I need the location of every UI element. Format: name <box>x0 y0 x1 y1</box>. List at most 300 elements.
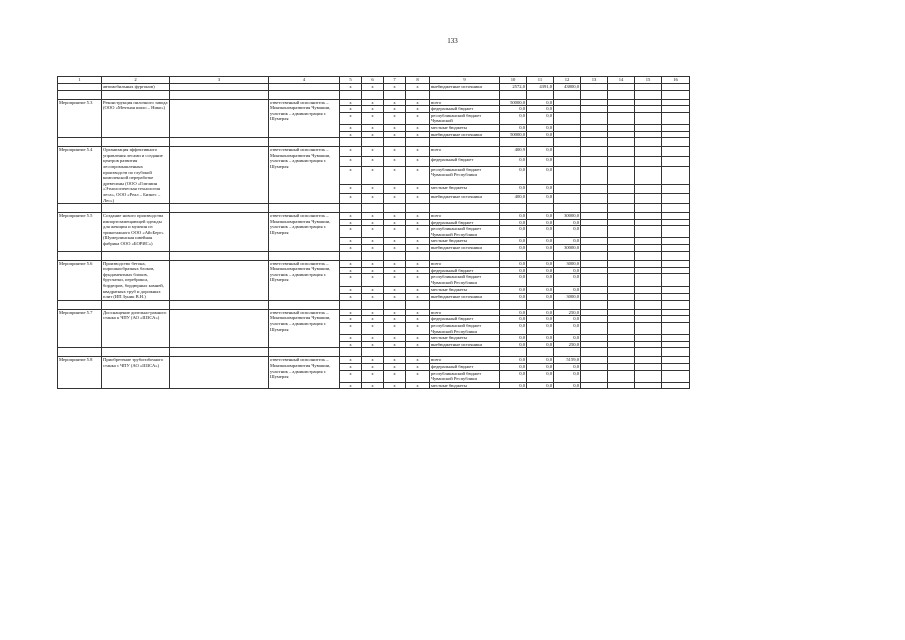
code-cell: х <box>362 245 384 252</box>
funding-source-cell: республиканский бюджет Чувашской <box>430 112 500 124</box>
column-number-cell: 2 <box>102 77 170 84</box>
empty-cell <box>635 316 662 323</box>
amount-cell: 250,0 <box>554 309 581 316</box>
empty-cell <box>170 213 269 252</box>
spacer-cell <box>430 138 500 147</box>
spacer-cell <box>581 90 608 99</box>
column-number-cell: 16 <box>662 77 690 84</box>
amount-cell: 0,0 <box>500 213 527 220</box>
amount-cell: 0,0 <box>554 316 581 323</box>
amount-cell: 0,0 <box>500 316 527 323</box>
empty-cell <box>581 99 608 106</box>
code-cell: х <box>340 99 362 106</box>
empty-cell <box>581 274 608 287</box>
spacer-cell <box>269 90 340 99</box>
spacer-cell <box>662 90 690 99</box>
amount-cell: 0,0 <box>527 316 554 323</box>
spacer-cell <box>608 138 635 147</box>
spacer-cell <box>102 251 170 260</box>
empty-cell <box>581 287 608 294</box>
column-number-cell: 1 <box>58 77 102 84</box>
empty-cell <box>662 309 690 316</box>
column-number-cell: 6 <box>362 77 384 84</box>
amount-cell: 0,0 <box>500 219 527 226</box>
empty-cell <box>635 238 662 245</box>
empty-cell <box>581 156 608 166</box>
spacer-cell <box>170 300 269 309</box>
empty-cell <box>608 293 635 300</box>
code-cell: х <box>384 287 406 294</box>
measure-id-cell: Мероприятие 5.8 <box>58 357 102 389</box>
spacer-cell <box>527 251 554 260</box>
empty-cell <box>608 357 635 364</box>
code-cell: х <box>406 112 430 124</box>
spacer-cell <box>554 90 581 99</box>
column-number-cell: 4 <box>269 77 340 84</box>
spacer-cell <box>554 204 581 213</box>
empty-cell <box>662 245 690 252</box>
code-cell: х <box>362 166 384 184</box>
code-cell: х <box>340 131 362 138</box>
empty-cell <box>662 156 690 166</box>
empty-cell <box>608 335 635 342</box>
amount-cell: 0,0 <box>527 184 554 194</box>
spacer-cell <box>608 90 635 99</box>
funding-source-cell: федеральный бюджет <box>430 363 500 370</box>
amount-cell: 0,0 <box>500 370 527 382</box>
code-cell: х <box>406 309 430 316</box>
code-cell: х <box>406 166 430 184</box>
spacer-cell <box>406 251 430 260</box>
empty-cell <box>581 112 608 124</box>
empty-cell <box>170 309 269 348</box>
code-cell: х <box>340 166 362 184</box>
amount-cell: 0,0 <box>527 226 554 238</box>
funding-source-cell: внебюджетные источники <box>430 293 500 300</box>
empty-cell <box>662 363 690 370</box>
executor-cell: ответственный исполнитель – Минэкономразвития Чувашии, участник – администрация г. Шумерля <box>269 147 340 204</box>
code-cell: х <box>406 131 430 138</box>
empty-cell <box>635 357 662 364</box>
funding-source-cell: республиканский бюджет Чувашской Республики <box>430 274 500 287</box>
spacer-cell <box>170 90 269 99</box>
amount-cell: 0,0 <box>500 238 527 245</box>
code-cell: х <box>340 147 362 157</box>
spacer-row <box>58 251 690 260</box>
spacer-cell <box>554 300 581 309</box>
funding-source-cell: местные бюджеты <box>430 287 500 294</box>
empty-cell <box>662 112 690 124</box>
amount-cell: 0,0 <box>527 274 554 287</box>
spacer-cell <box>102 300 170 309</box>
code-cell: х <box>384 260 406 267</box>
executor-cell <box>269 84 340 91</box>
funding-source-cell: всего <box>430 99 500 106</box>
empty-cell <box>581 194 608 204</box>
spacer-cell <box>384 138 406 147</box>
measure-name-cell: автомобильных фургонов) <box>102 84 170 91</box>
spacer-cell <box>500 348 527 357</box>
empty-cell <box>662 219 690 226</box>
amount-cell: 0,0 <box>554 323 581 335</box>
spacer-cell <box>58 90 102 99</box>
spacer-cell <box>384 300 406 309</box>
empty-cell <box>608 213 635 220</box>
amount-cell: 0,0 <box>500 112 527 124</box>
amount-cell: 2572,0 <box>500 84 527 91</box>
code-cell: х <box>362 226 384 238</box>
code-cell: х <box>340 226 362 238</box>
empty-cell <box>608 267 635 274</box>
empty-cell <box>635 213 662 220</box>
funding-source-cell: республиканский бюджет Чувашской Республики <box>430 370 500 382</box>
code-cell: х <box>384 184 406 194</box>
code-cell: х <box>406 293 430 300</box>
amount-cell: 0,0 <box>500 106 527 113</box>
code-cell: х <box>406 260 430 267</box>
code-cell: х <box>384 194 406 204</box>
code-cell: х <box>406 363 430 370</box>
amount-cell: 0,0 <box>554 382 581 389</box>
measure-id-cell: Мероприятие 5.4 <box>58 147 102 204</box>
spacer-cell <box>581 348 608 357</box>
empty-cell <box>608 99 635 106</box>
empty-cell <box>635 267 662 274</box>
spacer-row <box>58 204 690 213</box>
empty-cell <box>662 382 690 389</box>
amount-cell: 30000,0 <box>554 245 581 252</box>
amount-cell: 0,0 <box>527 335 554 342</box>
code-cell: х <box>340 287 362 294</box>
spacer-cell <box>500 300 527 309</box>
code-cell: х <box>406 124 430 131</box>
table-body <box>58 77 690 389</box>
column-number-cell: 9 <box>430 77 500 84</box>
code-cell: х <box>340 84 362 91</box>
column-number-cell: 7 <box>384 77 406 84</box>
spacer-cell <box>170 348 269 357</box>
code-cell: х <box>362 341 384 348</box>
code-cell: х <box>384 219 406 226</box>
code-cell: х <box>362 323 384 335</box>
spacer-cell <box>554 348 581 357</box>
empty-cell <box>662 106 690 113</box>
spacer-cell <box>662 138 690 147</box>
empty-cell <box>608 363 635 370</box>
code-cell: х <box>340 316 362 323</box>
empty-cell <box>608 382 635 389</box>
spacer-cell <box>554 138 581 147</box>
amount-cell: 0,0 <box>527 260 554 267</box>
code-cell: х <box>406 357 430 364</box>
spacer-cell <box>269 204 340 213</box>
empty-cell <box>608 131 635 138</box>
amount-cell <box>554 194 581 204</box>
spacer-cell <box>269 251 340 260</box>
amount-cell: 0,0 <box>527 341 554 348</box>
spacer-row <box>58 348 690 357</box>
measure-name-cell: Приобретение трубогибочного станка с ЧПУ (АО «ШЗСА») <box>102 357 170 389</box>
spacer-cell <box>635 348 662 357</box>
empty-cell <box>581 316 608 323</box>
measure-id-cell: Мероприятие 5.5 <box>58 213 102 252</box>
spacer-cell <box>58 300 102 309</box>
code-cell: х <box>340 260 362 267</box>
funding-source-cell: всего <box>430 357 500 364</box>
code-cell: х <box>384 84 406 91</box>
amount-cell <box>554 106 581 113</box>
funding-source-cell: федеральный бюджет <box>430 316 500 323</box>
funding-source-cell: республиканский бюджет Чувашской Республики <box>430 323 500 335</box>
spacer-cell <box>340 348 362 357</box>
amount-cell: 0,0 <box>554 370 581 382</box>
empty-cell <box>662 184 690 194</box>
amount-cell: 0,0 <box>500 226 527 238</box>
spacer-cell <box>635 251 662 260</box>
code-cell: х <box>340 370 362 382</box>
empty-cell <box>581 184 608 194</box>
empty-cell <box>635 226 662 238</box>
empty-cell <box>635 156 662 166</box>
empty-cell <box>635 194 662 204</box>
empty-cell <box>662 323 690 335</box>
page-number: 133 <box>447 37 458 45</box>
code-cell: х <box>340 382 362 389</box>
funding-source-cell: местные бюджеты <box>430 184 500 194</box>
code-cell: х <box>362 112 384 124</box>
amount-cell: 0,0 <box>527 219 554 226</box>
amount-cell: 30000,0 <box>554 213 581 220</box>
spacer-cell <box>58 138 102 147</box>
amount-cell: 50000,0 <box>500 131 527 138</box>
amount-cell <box>554 147 581 157</box>
empty-cell <box>608 309 635 316</box>
header-row <box>58 77 690 84</box>
empty-cell <box>581 370 608 382</box>
amount-cell: 0,0 <box>500 363 527 370</box>
code-cell: х <box>362 99 384 106</box>
column-number-cell: 15 <box>635 77 662 84</box>
code-cell: х <box>340 274 362 287</box>
spacer-cell <box>362 204 384 213</box>
empty-cell <box>662 357 690 364</box>
amount-cell <box>554 124 581 131</box>
empty-cell <box>662 274 690 287</box>
spacer-cell <box>340 90 362 99</box>
empty-cell <box>635 112 662 124</box>
code-cell: х <box>362 260 384 267</box>
amount-cell: 0,0 <box>500 274 527 287</box>
amount-cell: 0,0 <box>554 226 581 238</box>
spacer-cell <box>340 204 362 213</box>
spacer-cell <box>500 251 527 260</box>
amount-cell: 3000,0 <box>554 260 581 267</box>
code-cell: х <box>340 124 362 131</box>
spacer-cell <box>662 348 690 357</box>
empty-cell <box>608 84 635 91</box>
amount-cell: 0,0 <box>500 293 527 300</box>
spacer-cell <box>362 138 384 147</box>
funding-source-cell: республиканский бюджет Чувашской Республики <box>430 166 500 184</box>
column-number-cell: 3 <box>170 77 269 84</box>
empty-cell <box>608 316 635 323</box>
empty-cell <box>608 245 635 252</box>
spacer-cell <box>635 204 662 213</box>
empty-cell <box>635 106 662 113</box>
executor-cell: ответственный исполнитель – Минэкономразвития Чувашии, участник – администрация г. Шумерля <box>269 213 340 252</box>
spacer-cell <box>635 90 662 99</box>
spacer-cell <box>406 90 430 99</box>
empty-cell <box>662 370 690 382</box>
amount-cell: 0,0 <box>527 194 554 204</box>
amount-cell: 0,0 <box>500 382 527 389</box>
code-cell: х <box>362 363 384 370</box>
code-cell: х <box>362 106 384 113</box>
empty-cell <box>635 124 662 131</box>
amount-cell: 43800,0 <box>554 84 581 91</box>
spacer-cell <box>500 204 527 213</box>
amount-cell: 0,0 <box>527 382 554 389</box>
code-cell: х <box>406 287 430 294</box>
spacer-cell <box>340 251 362 260</box>
spacer-cell <box>430 204 500 213</box>
amount-cell: 0,0 <box>500 309 527 316</box>
amount-cell <box>554 166 581 184</box>
empty-cell <box>662 287 690 294</box>
code-cell: х <box>406 274 430 287</box>
code-cell: х <box>384 131 406 138</box>
code-cell: х <box>384 335 406 342</box>
spacer-cell <box>362 90 384 99</box>
code-cell: х <box>406 238 430 245</box>
code-cell: х <box>384 382 406 389</box>
code-cell: х <box>340 341 362 348</box>
spacer-cell <box>269 348 340 357</box>
amount-cell: 0,0 <box>527 147 554 157</box>
code-cell: х <box>384 363 406 370</box>
empty-cell <box>581 293 608 300</box>
spacer-cell <box>635 300 662 309</box>
code-cell: х <box>384 323 406 335</box>
empty-cell <box>662 124 690 131</box>
empty-cell <box>635 287 662 294</box>
amount-cell <box>554 131 581 138</box>
executor-cell: ответственный исполнитель – Минэкономразвития Чувашии, участник – администрация г. Шумерля <box>269 260 340 300</box>
spacer-cell <box>362 300 384 309</box>
amount-cell: 50000,0 <box>500 99 527 106</box>
measure-id-cell: Мероприятие 5.3 <box>58 99 102 138</box>
funding-source-cell: всего <box>430 309 500 316</box>
empty-cell <box>608 238 635 245</box>
code-cell: х <box>406 147 430 157</box>
code-cell: х <box>384 274 406 287</box>
amount-cell <box>554 112 581 124</box>
code-cell: х <box>362 357 384 364</box>
empty-cell <box>581 341 608 348</box>
funding-source-cell: республиканский бюджет Чувашской Республики <box>430 226 500 238</box>
code-cell: х <box>340 363 362 370</box>
code-cell: х <box>384 238 406 245</box>
code-cell: х <box>362 213 384 220</box>
funding-source-cell: внебюджетные источники <box>430 341 500 348</box>
empty-cell <box>662 238 690 245</box>
empty-cell <box>662 213 690 220</box>
code-cell: х <box>362 316 384 323</box>
measure-name-cell: Реконструкция пилочного завода (ООО «Мечтная шило – Нико») <box>102 99 170 138</box>
code-cell: х <box>340 293 362 300</box>
amount-cell: 0,0 <box>527 287 554 294</box>
code-cell: х <box>384 341 406 348</box>
code-cell: х <box>384 106 406 113</box>
spacer-cell <box>384 90 406 99</box>
empty-cell <box>635 219 662 226</box>
amount-cell: 0,0 <box>500 341 527 348</box>
table-row <box>58 99 690 106</box>
spacer-cell <box>102 348 170 357</box>
spacer-row <box>58 90 690 99</box>
spacer-cell <box>170 138 269 147</box>
code-cell: х <box>384 357 406 364</box>
empty-cell <box>662 316 690 323</box>
empty-cell <box>635 370 662 382</box>
code-cell: х <box>340 194 362 204</box>
spacer-cell <box>269 138 340 147</box>
empty-cell <box>581 124 608 131</box>
code-cell: х <box>340 213 362 220</box>
empty-cell <box>581 166 608 184</box>
empty-cell <box>635 245 662 252</box>
empty-cell <box>608 147 635 157</box>
code-cell: х <box>362 219 384 226</box>
code-cell: х <box>362 147 384 157</box>
amount-cell: 0,0 <box>500 245 527 252</box>
measure-id-cell: Мероприятие 5.6 <box>58 260 102 300</box>
code-cell: х <box>362 84 384 91</box>
spacer-cell <box>662 204 690 213</box>
table-row <box>58 309 690 316</box>
code-cell: х <box>406 219 430 226</box>
empty-cell <box>608 260 635 267</box>
measure-name-cell: Создание нового производства импортозамещающей одежды для женщин и мужчин из трикотажного ООО «АйсБерг» (Шумерлинская швейная фабрика ООО «БОРИС») <box>102 213 170 252</box>
code-cell: х <box>340 219 362 226</box>
spacer-cell <box>340 300 362 309</box>
measure-name-cell: Производство бетона, порошкообразных блоков, фундаментных блоков, брусчатки, перебрикса, бордюров, бордюрных камней, квадратных труб и дорожных плит (ИП Зуник В.Н.) <box>102 260 170 300</box>
code-cell: х <box>384 309 406 316</box>
measure-name-cell: Дооснащение дизельно-рамного станка к ЧПУ (АО «ШЗСА») <box>102 309 170 348</box>
amount-cell <box>554 184 581 194</box>
funding-source-cell: внебюджетные источники <box>430 194 500 204</box>
amount-cell: 0,0 <box>500 267 527 274</box>
spacer-cell <box>500 90 527 99</box>
spacer-row <box>58 138 690 147</box>
code-cell: х <box>362 184 384 194</box>
spacer-cell <box>269 300 340 309</box>
code-cell: х <box>340 267 362 274</box>
column-number-cell: 5 <box>340 77 362 84</box>
funding-source-cell: всего <box>430 147 500 157</box>
amount-cell: 0,0 <box>554 219 581 226</box>
spacer-cell <box>662 300 690 309</box>
empty-cell <box>581 131 608 138</box>
spacer-cell <box>102 138 170 147</box>
spacer-cell <box>500 138 527 147</box>
amount-cell: 0,0 <box>554 274 581 287</box>
funding-source-cell: федеральный бюджет <box>430 106 500 113</box>
empty-cell <box>170 147 269 204</box>
spacer-row <box>58 300 690 309</box>
empty-cell <box>662 293 690 300</box>
table-row <box>58 260 690 267</box>
